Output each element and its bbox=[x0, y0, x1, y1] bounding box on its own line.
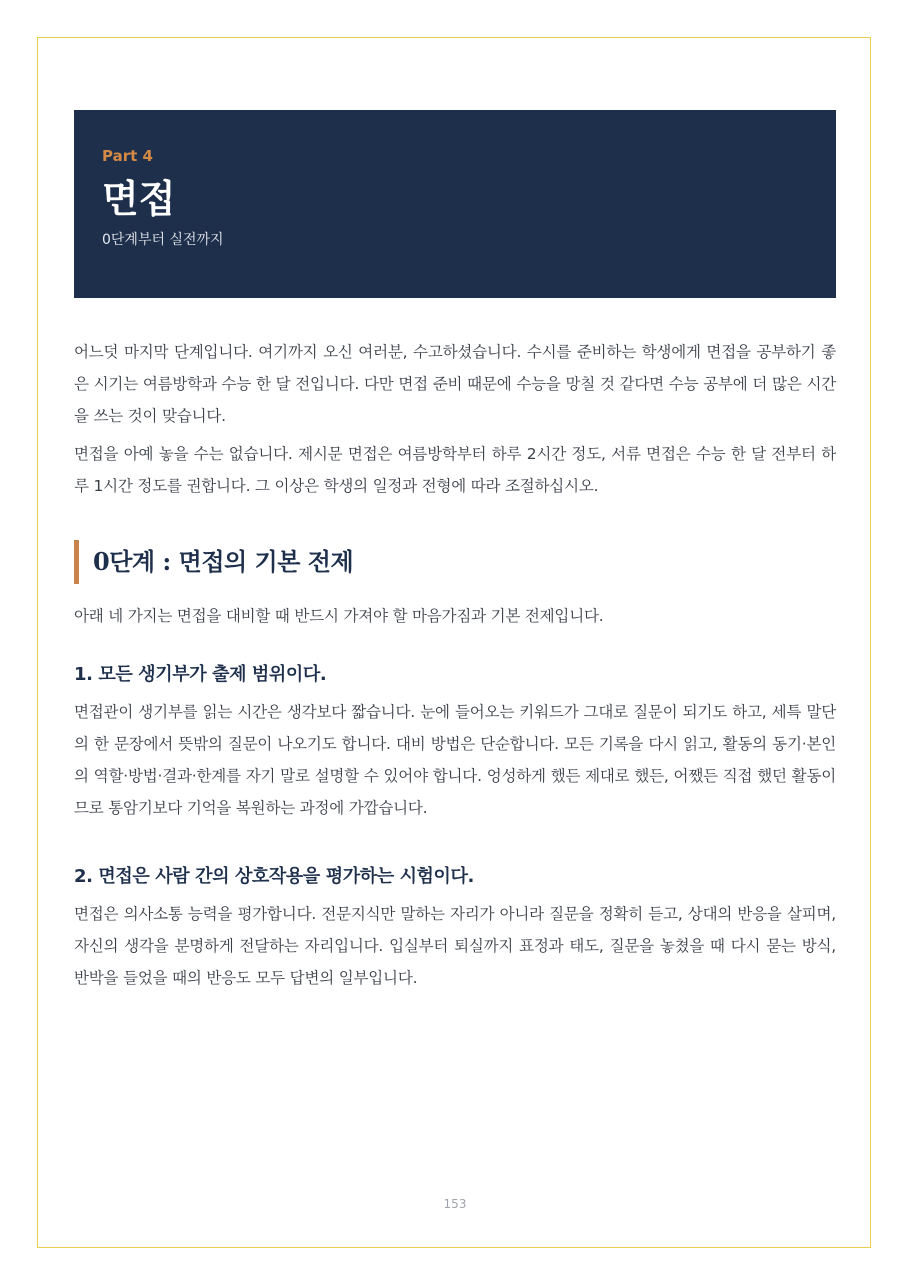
subsection-heading: 1. 모든 생기부가 출제 범위이다. bbox=[74, 664, 327, 685]
part-label: Part 4 bbox=[102, 147, 153, 165]
intro-paragraph: 면접을 아예 놓을 수는 없습니다. 제시문 면접은 여름방학부터 하루 2시간 정도, 서류 면접은 수능 한 달 전부터 하루 1시간 정도를 권합니다. 그 이상은 학생의 일정과 전형에 따라 조절하십시오. bbox=[74, 445, 836, 495]
subsection-heading: 2. 면접은 사람 간의 상호작용을 평가하는 시험이다. bbox=[74, 866, 474, 887]
section-heading bbox=[74, 540, 836, 584]
section-accent-bar bbox=[74, 540, 79, 584]
page-number: 153 bbox=[443, 1197, 467, 1211]
chapter-subtitle: 0단계부터 실전까지 bbox=[102, 232, 224, 248]
intro-paragraph: 어느덧 마지막 단계입니다. 여기까지 오신 여러분, 수고하셨습니다. 수시를 준비하는 학생에게 면접을 공부하기 좋은 시기는 여름방학과 수능 한 달 전입니다. 다만 면접 준비 때문에 수능을 망칠 것 같다면 수능 공부에 더 많은 시간을 쓰는 것이 맞습니다. bbox=[74, 343, 836, 425]
section-intro: 아래 네 가지는 면접을 대비할 때 반드시 가져야 할 마음가짐과 기본 전제입니다. bbox=[74, 607, 604, 625]
section-title: 0단계 : 면접의 기본 전제 bbox=[93, 547, 354, 576]
part-header-banner bbox=[74, 110, 836, 298]
subsection-body: 면접은 의사소통 능력을 평가합니다. 전문지식만 말하는 자리가 아니라 질문을 정확히 듣고, 상대의 반응을 살피며, 자신의 생각을 분명하게 전달하는 자리입니다. 입실부터 퇴실까지 표정과 태도, 질문을 놓쳤을 때 다시 묻는 방식, 반박을 들었을 때의 반응도 모두 답변의 일부입니다. bbox=[74, 905, 836, 987]
main-content bbox=[74, 336, 836, 994]
subsection-body: 면접관이 생기부를 읽는 시간은 생각보다 짧습니다. 눈에 들어오는 키워드가 그대로 질문이 되기도 하고, 세특 말단의 한 문장에서 뜻밖의 질문이 나오기도 합니다. 대비 방법은 단순합니다. 모든 기록을 다시 읽고, 활동의 동기·본인의 역할·방법·결과·한계를 자기 말로 설명할 수 있어야 합니다. 엉성하게 했든 제대로 했든, 어쨌든 직접 했던 활동이므로 통암기보다 기억을 복원하는 과정에 가깝습니다. bbox=[74, 703, 836, 817]
chapter-title: 면접 bbox=[102, 176, 176, 221]
